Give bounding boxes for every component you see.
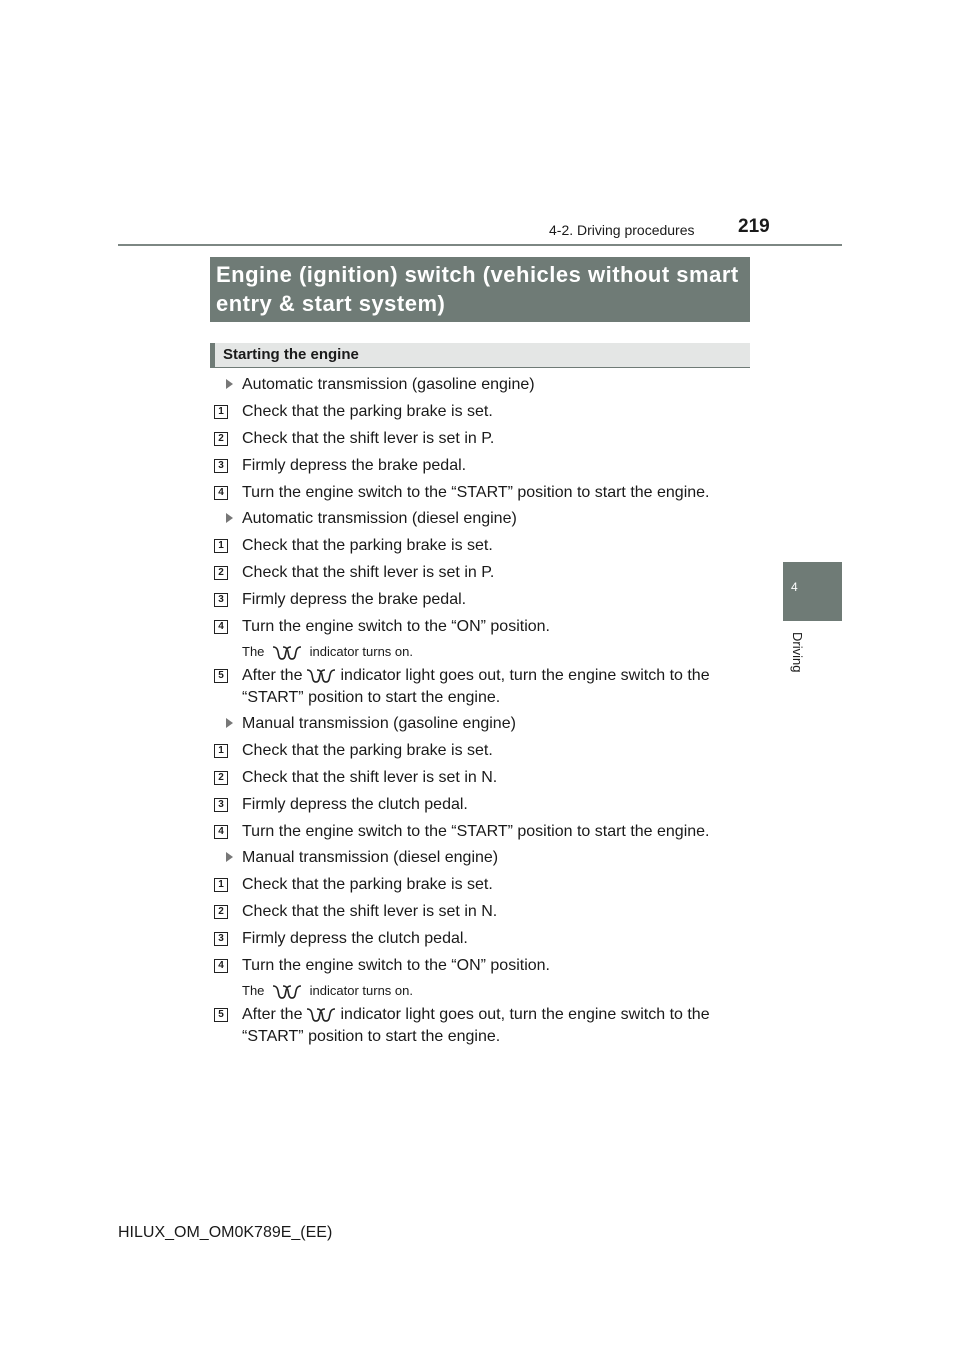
step-number: 5	[214, 669, 228, 683]
step-number: 4	[214, 620, 228, 634]
step-text-part: indicator light goes out, turn the engine switch to the “START” position to start the engine.	[242, 667, 710, 706]
step-text: Check that the shift lever is set in N.	[242, 903, 498, 920]
step-number: 3	[214, 798, 228, 812]
step-number: 5	[214, 1008, 228, 1022]
step-number: 3	[214, 932, 228, 946]
step-text: Firmly depress the brake pedal.	[242, 591, 467, 608]
section-header: 4-2. Driving procedures	[549, 222, 695, 238]
step-text	[242, 665, 750, 709]
step-number: 2	[214, 566, 228, 580]
step-text: Check that the shift lever is set in N.	[242, 769, 498, 786]
step-number: 1	[214, 878, 228, 892]
step-text-part: After the	[242, 667, 303, 684]
step-text: Turn the engine switch to the “ON” position.	[242, 618, 550, 635]
note-text: The	[242, 983, 265, 998]
step-text: Turn the engine switch to the “START” position to start the engine.	[242, 823, 710, 840]
document-id: HILUX_OM_OM0K789E_(EE)	[118, 1224, 333, 1241]
step-text-part: indicator light goes out, turn the engine switch to the “START” position to start the engine.	[242, 1006, 710, 1045]
step-number: 3	[214, 593, 228, 607]
section-subheading: Starting the engine	[210, 343, 750, 368]
chapter-tab-number: 4	[791, 580, 798, 594]
procedure-heading-text: Automatic transmission (gasoline engine)	[242, 376, 535, 393]
glow-plug-indicator-icon	[305, 1007, 337, 1023]
glow-plug-indicator-icon	[271, 984, 303, 1000]
procedure-heading-text: Automatic transmission (diesel engine)	[242, 510, 517, 527]
glow-plug-indicator-icon	[271, 645, 303, 661]
step-number: 2	[214, 905, 228, 919]
page-number: 219	[738, 216, 770, 237]
header-divider	[118, 244, 842, 246]
step-text: Firmly depress the brake pedal.	[242, 457, 467, 474]
triangle-bullet-icon	[226, 513, 233, 523]
glow-plug-indicator-icon	[305, 668, 337, 684]
step-text	[242, 1004, 750, 1048]
step-number: 2	[214, 771, 228, 785]
step-number: 1	[214, 539, 228, 553]
step-number: 4	[214, 825, 228, 839]
step-text: Firmly depress the clutch pedal.	[242, 796, 468, 813]
note-text: The	[242, 644, 265, 659]
step-text: Check that the shift lever is set in P.	[242, 430, 495, 447]
triangle-bullet-icon	[226, 718, 233, 728]
step-text: Turn the engine switch to the “ON” position.	[242, 957, 550, 974]
procedure-heading-text: Manual transmission (diesel engine)	[242, 849, 499, 866]
step-text-part: After the	[242, 1006, 303, 1023]
step-number: 1	[214, 744, 228, 758]
page-title: Engine (ignition) switch (vehicles without smart entry & start system)	[210, 257, 750, 322]
note-text: indicator turns on.	[309, 644, 413, 659]
procedure-heading-text: Manual transmission (gasoline engine)	[242, 715, 516, 732]
step-text: Check that the parking brake is set.	[242, 876, 493, 893]
step-text: Check that the parking brake is set.	[242, 537, 493, 554]
step-text: Turn the engine switch to the “START” position to start the engine.	[242, 484, 710, 501]
note-text: indicator turns on.	[309, 983, 413, 998]
step-number: 3	[214, 459, 228, 473]
step-number: 4	[214, 486, 228, 500]
chapter-tab-label: Driving	[790, 632, 805, 673]
step-text: Check that the parking brake is set.	[242, 403, 493, 420]
step-number: 4	[214, 959, 228, 973]
step-text: Firmly depress the clutch pedal.	[242, 930, 468, 947]
step-number: 1	[214, 405, 228, 419]
step-text: Check that the shift lever is set in P.	[242, 564, 495, 581]
step-text: Check that the parking brake is set.	[242, 742, 493, 759]
triangle-bullet-icon	[226, 852, 233, 862]
triangle-bullet-icon	[226, 379, 233, 389]
step-number: 2	[214, 432, 228, 446]
